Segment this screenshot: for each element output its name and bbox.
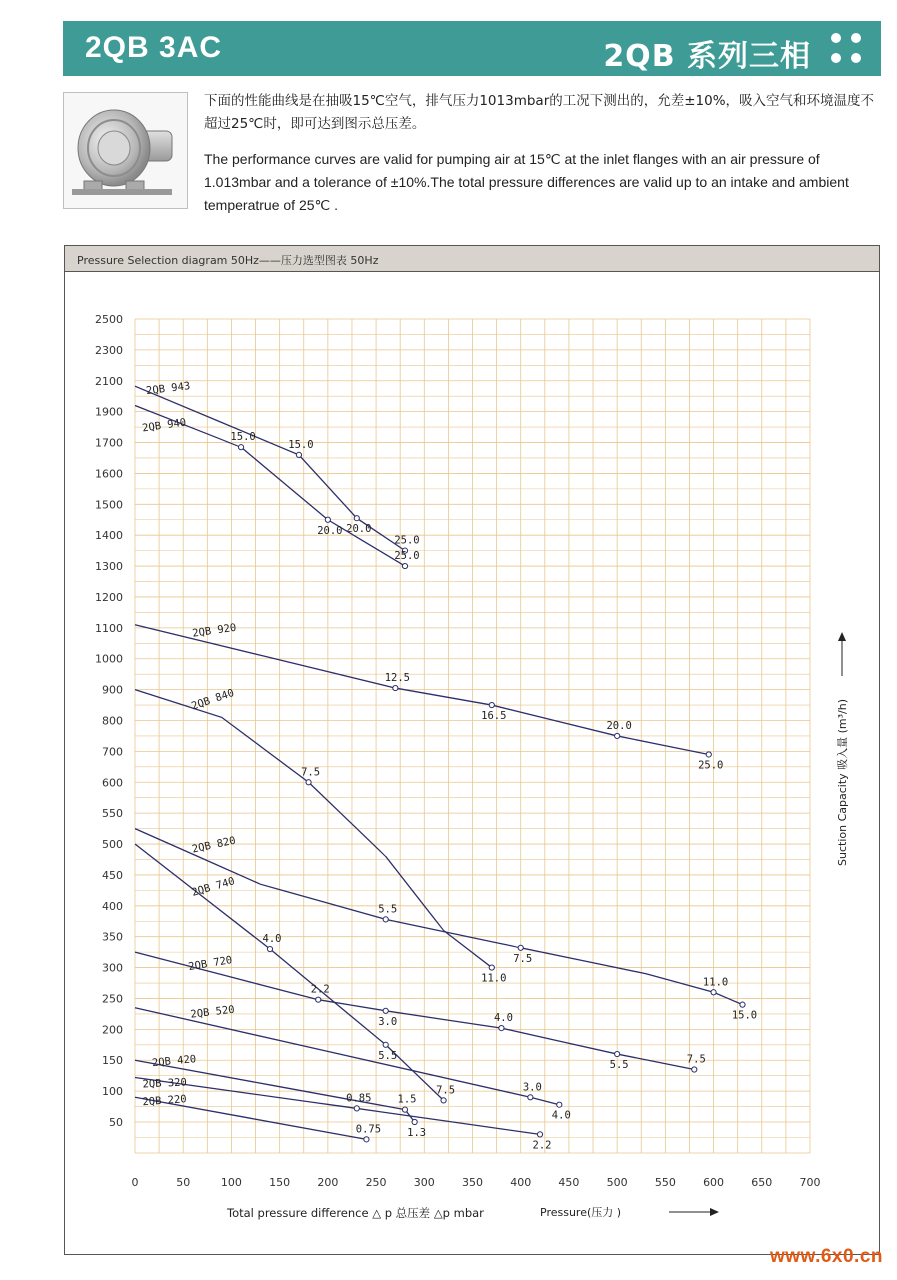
data-point-marker bbox=[706, 752, 711, 757]
series-label: 2QB 820 bbox=[190, 834, 237, 856]
curve-2qb-820 bbox=[135, 829, 743, 1005]
data-point-label: 4.0 bbox=[493, 1012, 513, 1025]
data-point-label: 20.0 bbox=[317, 524, 343, 537]
y-tick-label: 1200 bbox=[95, 590, 123, 604]
y-tick-label: 2500 bbox=[95, 313, 123, 326]
data-point-label: 4.0 bbox=[262, 933, 282, 946]
x-tick-label: 150 bbox=[269, 1176, 291, 1189]
x-tick-label: 500 bbox=[606, 1176, 628, 1189]
x-tick-label: 350 bbox=[462, 1176, 483, 1189]
model-title: 2QB 3AC bbox=[85, 31, 223, 64]
data-point-label: 15.0 bbox=[230, 431, 256, 444]
x-tick-label: 0 bbox=[131, 1176, 139, 1189]
dots-icon bbox=[831, 33, 867, 65]
x-tick-label: 700 bbox=[799, 1176, 821, 1189]
data-point-marker bbox=[402, 563, 407, 568]
data-point-label: 12.5 bbox=[384, 672, 411, 685]
data-point-label: 25.0 bbox=[394, 534, 420, 547]
data-point-marker bbox=[489, 702, 494, 707]
y-tick-label: 2100 bbox=[95, 374, 123, 388]
chart-frame bbox=[64, 245, 880, 1255]
x-axis-label-extra: Pressure(压力 ) bbox=[540, 1206, 622, 1219]
series-label: 2QB 943 bbox=[145, 380, 191, 398]
data-point-marker bbox=[489, 965, 494, 970]
data-point-label: 5.5 bbox=[378, 903, 398, 916]
data-point-label: 2.2 bbox=[532, 1139, 552, 1152]
data-point-marker bbox=[296, 452, 301, 457]
data-point-marker bbox=[499, 1026, 504, 1031]
series-label: 2QB 940 bbox=[141, 416, 187, 435]
data-point-label: 5.5 bbox=[609, 1059, 629, 1072]
data-point-label: 11.0 bbox=[481, 972, 507, 985]
x-tick-label: 300 bbox=[413, 1176, 435, 1189]
data-point-marker bbox=[383, 917, 388, 922]
data-point-label: 7.5 bbox=[686, 1053, 706, 1066]
data-point-marker bbox=[692, 1067, 697, 1072]
y-tick-label: 50 bbox=[109, 1116, 123, 1129]
y-tick-label: 250 bbox=[102, 992, 123, 1006]
y-tick-label: 900 bbox=[102, 683, 123, 697]
series-label: 2QB 920 bbox=[191, 621, 238, 640]
y-tick-label: 600 bbox=[102, 776, 123, 790]
data-point-marker bbox=[537, 1132, 542, 1137]
y-tick-label: 1500 bbox=[95, 498, 123, 512]
y-axis-label: Suction Capacity 吸入量 (m³/h) bbox=[836, 698, 849, 866]
y-tick-label: 200 bbox=[102, 1023, 123, 1037]
data-point-label: 11.0 bbox=[702, 976, 729, 989]
series-label: 2QB 840 bbox=[189, 686, 236, 713]
data-point-label: 0.75 bbox=[355, 1123, 382, 1136]
x-axis-label: Total pressure difference △ p 总压差 △p mbar bbox=[227, 1206, 484, 1220]
header-bar bbox=[63, 21, 881, 76]
series-label: 2QB 420 bbox=[151, 1053, 197, 1070]
data-point-marker bbox=[412, 1119, 417, 1124]
y-tick-label: 300 bbox=[102, 961, 123, 975]
series-label: 2QB 720 bbox=[187, 954, 234, 974]
intro-english: The performance curves are valid for pumping air at 15℃ at the inlet flanges with an air pressure of 1.013mbar and a tolerance of ±10%.The total pressure differences are valid up to an intake and ambient temperatrue of 25℃ . bbox=[204, 151, 849, 213]
data-point-marker bbox=[615, 733, 620, 738]
series-title: 2QB 系列三相 bbox=[603, 39, 811, 74]
x-tick-label: 650 bbox=[751, 1176, 773, 1189]
data-point-label: 15.0 bbox=[731, 1009, 758, 1022]
intro-chinese: 下面的性能曲线是在抽吸15℃空气，排气压力1013mbar的工况下测出的，允差±10%，吸入空气和环境温度不超过25℃时，即可达到图示总压差。 bbox=[204, 93, 875, 132]
y-tick-label: 550 bbox=[102, 807, 123, 821]
data-point-label: 1.5 bbox=[397, 1093, 417, 1106]
data-point-label: 7.5 bbox=[301, 766, 321, 779]
data-point-label: 15.0 bbox=[288, 438, 314, 451]
y-arrow-head bbox=[838, 632, 846, 641]
y-tick-label: 1000 bbox=[95, 652, 123, 666]
y-tick-label: 700 bbox=[102, 745, 123, 759]
x-tick-label: 600 bbox=[703, 1176, 725, 1189]
x-tick-label: 550 bbox=[654, 1176, 676, 1189]
data-point-marker bbox=[393, 685, 398, 690]
data-point-label: 4.0 bbox=[551, 1109, 571, 1122]
data-point-label: 7.5 bbox=[436, 1084, 456, 1097]
x-tick-label: 200 bbox=[317, 1176, 339, 1189]
data-point-marker bbox=[711, 990, 716, 995]
data-point-marker bbox=[518, 945, 523, 950]
x-tick-label: 100 bbox=[220, 1176, 242, 1189]
data-point-marker bbox=[238, 445, 243, 450]
data-point-label: 25.0 bbox=[698, 759, 724, 772]
data-point-label: 16.5 bbox=[481, 710, 507, 723]
data-point-marker bbox=[383, 1008, 388, 1013]
data-point-marker bbox=[740, 1002, 745, 1007]
y-tick-label: 400 bbox=[102, 899, 123, 913]
x-arrow-head bbox=[710, 1208, 719, 1216]
data-point-marker bbox=[267, 946, 272, 951]
series-label: 2QB 740 bbox=[190, 875, 237, 899]
data-point-label: 20.0 bbox=[346, 523, 372, 536]
data-point-label: 1.3 bbox=[407, 1127, 427, 1139]
data-point-label: 7.5 bbox=[513, 952, 533, 965]
chart-title: Pressure Selection diagram 50Hz——压力选型图表 50Hz bbox=[77, 254, 379, 267]
y-tick-label: 1600 bbox=[95, 467, 123, 481]
blower-image bbox=[64, 93, 187, 208]
data-point-label: 3.0 bbox=[522, 1081, 542, 1094]
y-tick-label: 1300 bbox=[95, 560, 123, 574]
y-tick-label: 500 bbox=[102, 838, 123, 852]
y-tick-label: 450 bbox=[102, 868, 123, 882]
intro-text bbox=[204, 90, 884, 217]
data-point-marker bbox=[306, 780, 311, 785]
data-point-marker bbox=[615, 1051, 620, 1056]
data-point-label: 3.0 bbox=[378, 1015, 398, 1028]
data-point-marker bbox=[354, 516, 359, 521]
data-point-marker bbox=[364, 1137, 369, 1142]
y-tick-label: 1700 bbox=[95, 436, 123, 450]
data-point-label: 25.0 bbox=[394, 550, 420, 563]
data-point-marker bbox=[441, 1098, 446, 1103]
series-label: 2QB 520 bbox=[189, 1003, 236, 1021]
data-point-marker bbox=[383, 1042, 388, 1047]
product-photo bbox=[63, 92, 188, 209]
x-tick-label: 250 bbox=[365, 1176, 387, 1189]
y-tick-label: 1400 bbox=[95, 529, 123, 543]
x-tick-label: 450 bbox=[558, 1176, 580, 1189]
data-point-marker bbox=[528, 1095, 533, 1100]
data-point-label: 0.85 bbox=[346, 1092, 372, 1105]
y-tick-label: 1100 bbox=[95, 621, 123, 635]
x-tick-label: 400 bbox=[510, 1176, 532, 1189]
data-point-marker bbox=[316, 997, 321, 1002]
performance-chart bbox=[65, 246, 879, 1254]
data-point-marker bbox=[354, 1106, 359, 1111]
y-tick-label: 800 bbox=[102, 714, 123, 728]
y-tick-label: 150 bbox=[102, 1054, 123, 1068]
series-label: 2QB 320 bbox=[142, 1076, 188, 1091]
data-point-marker bbox=[325, 517, 330, 522]
y-tick-label: 100 bbox=[102, 1085, 123, 1099]
y-tick-label: 2300 bbox=[95, 343, 123, 357]
data-point-marker bbox=[557, 1102, 562, 1107]
data-point-label: 2.2 bbox=[310, 983, 330, 996]
x-tick-label: 50 bbox=[176, 1176, 191, 1189]
data-point-marker bbox=[402, 1107, 407, 1112]
y-tick-label: 350 bbox=[102, 930, 123, 944]
watermark-logo: www.6x0.cn bbox=[769, 1246, 883, 1267]
data-point-label: 20.0 bbox=[606, 719, 632, 732]
series-label: 2QB 220 bbox=[142, 1093, 188, 1109]
data-point-label: 5.5 bbox=[378, 1049, 398, 1062]
y-tick-label: 1900 bbox=[95, 405, 123, 419]
